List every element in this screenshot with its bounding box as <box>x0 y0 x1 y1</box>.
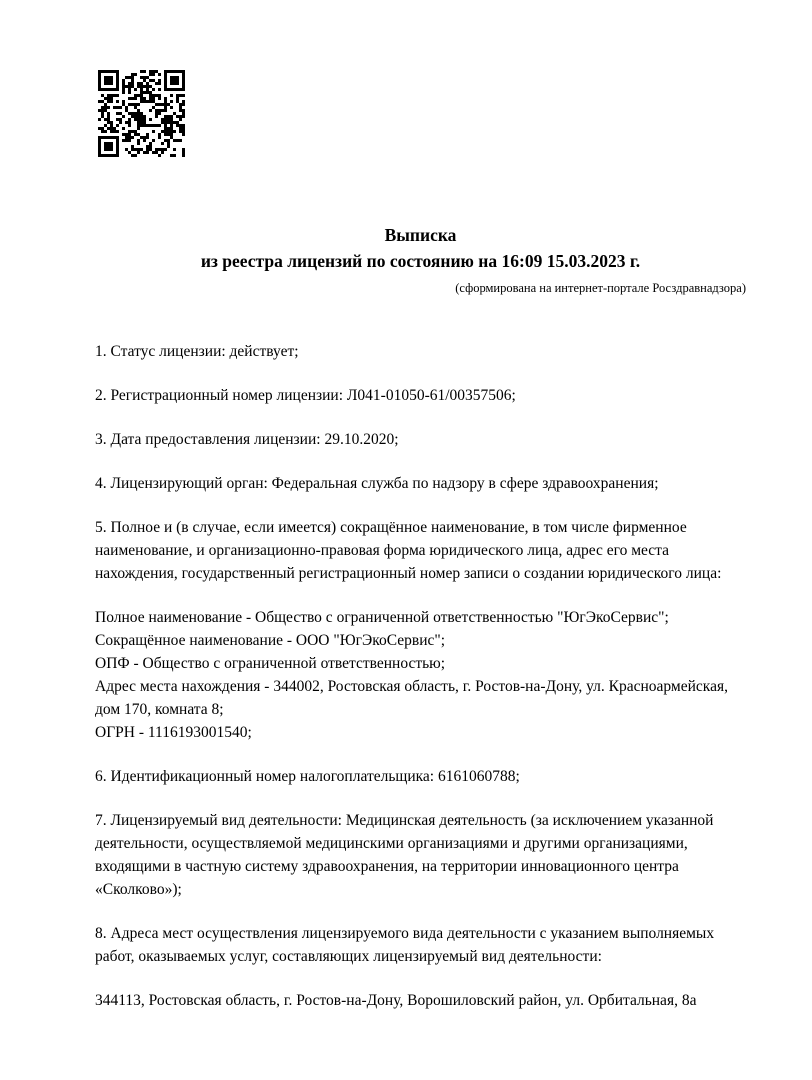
title-line-2: из реестра лицензий по состоянию на 16:09 15.03.2023 г. <box>200 251 641 271</box>
org-ogrn: ОГРН - 1116193001540; <box>95 724 252 741</box>
org-legal-form: ОПФ - Общество с ограниченной ответственностью; <box>95 655 446 672</box>
item-registration-number: 2. Регистрационный номер лицензии: Л041-01050-61/00357506; <box>95 387 516 404</box>
item-org-info-intro: 5. Полное и (в случае, если имеется) сокращённое наименование, в том числе фирменное наименование, и организационно-правовая форма юридического лица, адрес его места нахождения, государственный регистрационный номер записи о создании юридического лица: <box>95 519 722 582</box>
item-activity-addresses-intro: 8. Адреса мест осуществления лицензируемого вида деятельности с указанием выполняемых работ, оказываемых услуг, составляющих лицензируемый вид деятельности: <box>95 925 715 965</box>
org-short-name: Сокращённое наименование - ООО "ЮгЭкоСервис"; <box>95 632 446 649</box>
document-subtitle: (сформирована на интернет-портале Росздравнадзора) <box>455 281 746 295</box>
org-details-block <box>95 606 746 744</box>
document-body <box>95 340 746 1012</box>
org-full-name: Полное наименование - Общество с ограниченной ответственностью "ЮгЭкоСервис"; <box>95 609 669 626</box>
org-address: Адрес места нахождения - 344002, Ростовская область, г. Ростов-на-Дону, ул. Красноармейская, дом 170, комната 8; <box>95 678 728 718</box>
document-title <box>95 222 746 274</box>
item-licensing-authority: 4. Лицензирующий орган: Федеральная служба по надзору в сфере здравоохранения; <box>95 475 659 492</box>
item-grant-date: 3. Дата предоставления лицензии: 29.10.2020; <box>95 431 399 448</box>
qr-code-icon <box>98 70 185 157</box>
item-taxpayer-number: 6. Идентификационный номер налогоплательщика: 6161060788; <box>95 768 520 785</box>
title-line-1: Выписка <box>384 225 457 245</box>
item-licensed-activity: 7. Лицензируемый вид деятельности: Медицинская деятельность (за исключением указанной деятельности, осуществляемой медицинскими организациями и другими организациями, входящими в частную систему здравоохранения, на территории инновационного центра «Сколково»); <box>95 812 714 898</box>
item-activity-address: 344113, Ростовская область, г. Ростов-на-Дону, Ворошиловский район, ул. Орбитальная, 8а <box>95 992 697 1009</box>
item-license-status: 1. Статус лицензии: действует; <box>95 343 299 360</box>
